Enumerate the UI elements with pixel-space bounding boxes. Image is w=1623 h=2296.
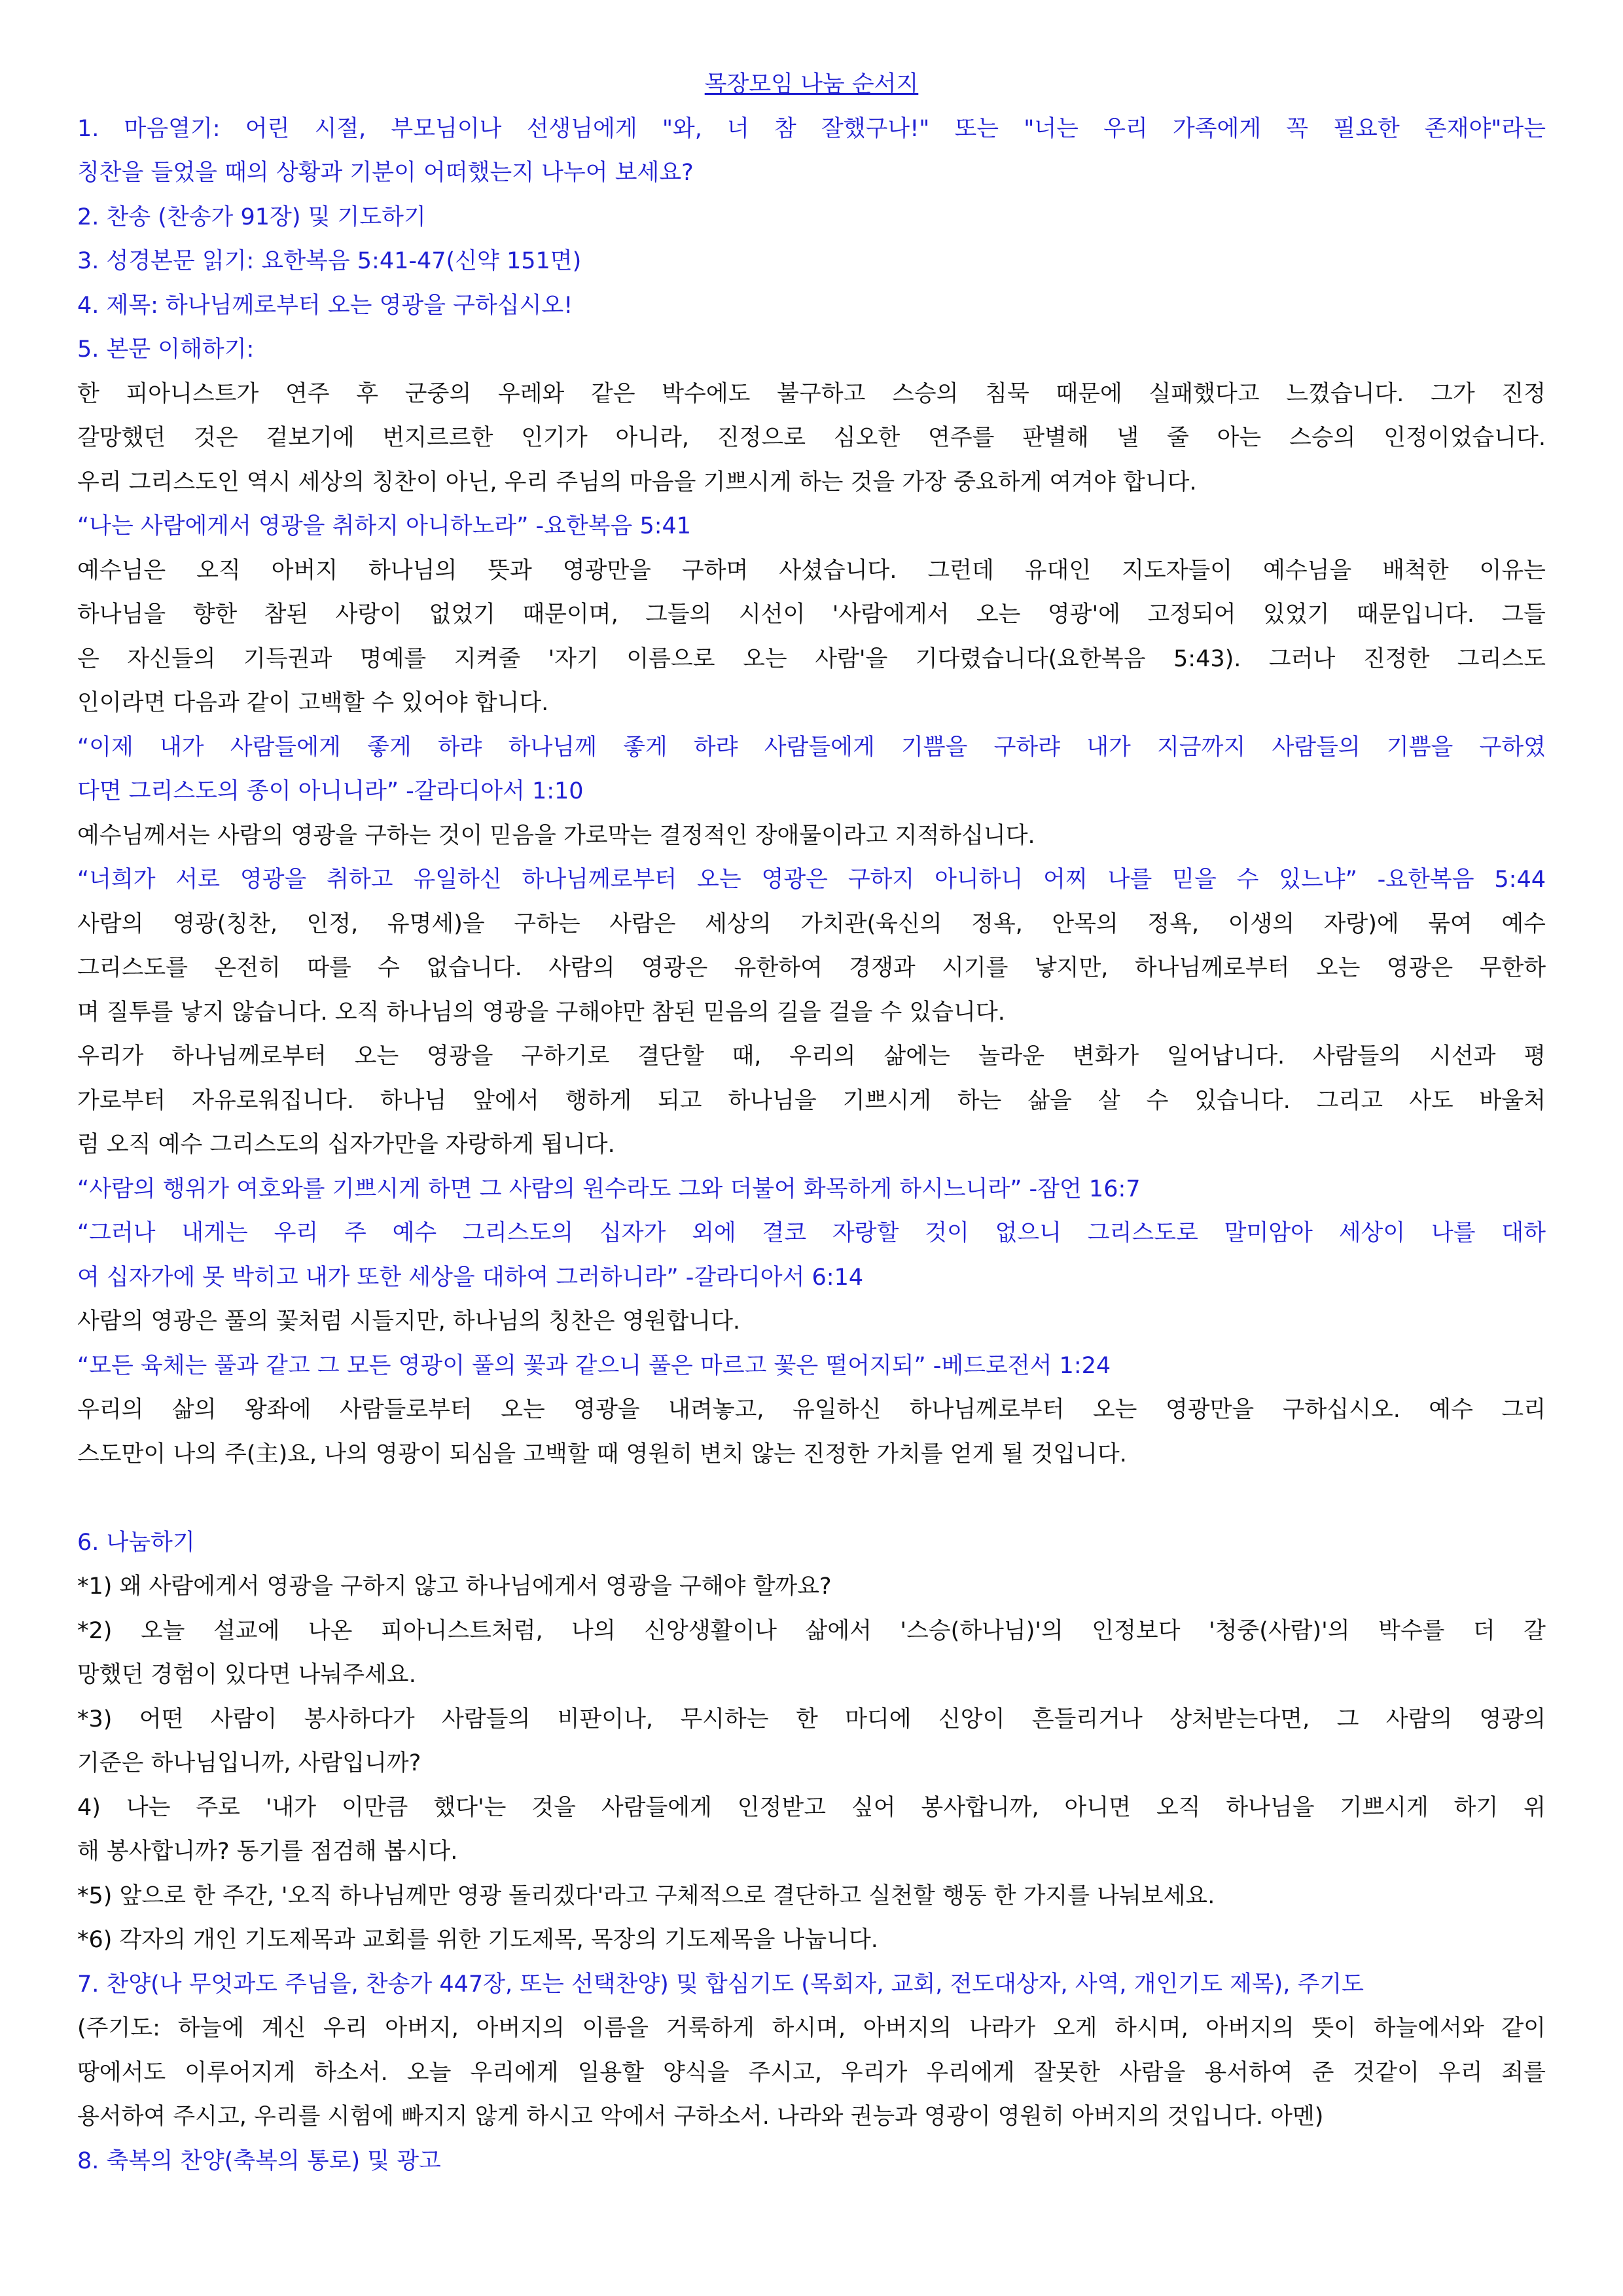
text-line: “나는 사람에게서 영광을 취하지 아니하노라” -요한복음 5:41 xyxy=(77,513,692,539)
text-line: “이제 내가 사람들에게 좋게 하랴 하나님께 좋게 하랴 사람들에게 기쁨을 구하랴 내가 지금까지 사람들의 기쁨을 구하였 xyxy=(77,734,1546,761)
text-line: “사람의 행위가 여호와를 기쁘시게 하면 그 사람의 원수라도 그와 더불어 화목하게 하시느니라” -잠언 16:7 xyxy=(77,1175,1141,1202)
text-line: (주기도: 하늘에 계신 우리 아버지, 아버지의 이름을 거룩하게 하시며, 아버지의 나라가 오게 하시며, 아버지의 뜻이 하늘에서와 같이 xyxy=(77,2015,1546,2041)
text-line: 사람의 영광은 풀의 꽃처럼 시들지만, 하나님의 칭찬은 영원합니다. xyxy=(77,1308,741,1335)
text-line: 럼 오직 예수 그리스도의 십자가만을 자랑하게 됩니다. xyxy=(77,1132,615,1158)
text-line: 4. 제목: 하나님께로부터 오는 영광을 구하십시오! xyxy=(77,292,573,319)
text-line: 갈망했던 것은 겉보기에 번지르르한 인기가 아니라, 진정으로 심오한 연주를 판별해 낼 줄 아는 스승의 인정이었습니다. xyxy=(77,425,1546,451)
text-line: 5. 본문 이해하기: xyxy=(77,336,255,363)
text-line: 하나님을 향한 참된 사랑이 없었기 때문이며, 그들의 시선이 '사람에게서 오는 영광'에 고정되어 있었기 때문입니다. 그들 xyxy=(77,601,1546,628)
text-line: 3. 성경본문 읽기: 요한복음 5:41-47(신약 151면) xyxy=(77,248,582,274)
blank-line xyxy=(77,1477,1546,1521)
text-line: 우리의 삶의 왕좌에 사람들로부터 오는 영광을 내려놓고, 유일하신 하나님께로부터 오는 영광만을 구하십시오. 예수 그리 xyxy=(77,1397,1546,1423)
order-sheet-page xyxy=(77,63,1546,2183)
text-line: 칭찬을 들었을 때의 상황과 기분이 어떠했는지 나누어 보세요? xyxy=(77,160,694,186)
text-line: 우리가 하나님께로부터 오는 영광을 구하기로 결단할 때, 우리의 삶에는 놀라운 변화가 일어납니다. 사람들의 시선과 평 xyxy=(77,1043,1546,1069)
page-title: 목장모임 나눔 순서지 xyxy=(704,71,919,98)
text-line: 가로부터 자유로워집니다. 하나님 앞에서 행하게 되고 하나님을 기쁘시게 하는 삶을 살 수 있습니다. 그리고 사도 바울처 xyxy=(77,1087,1546,1114)
text-line: 1. 마음열기: 어린 시절, 부모님이나 선생님에게 "와, 너 참 잘했구나!" 또는 "너는 우리 가족에게 꼭 필요한 존재야"라는 xyxy=(77,115,1546,142)
text-line: 여 십자가에 못 박히고 내가 또한 세상을 대하여 그러하니라” -갈라디아서 6:14 xyxy=(77,1264,864,1291)
text-line: 해 봉사합니까? 동기를 점검해 봅시다. xyxy=(77,1839,458,1865)
text-line: 인이라면 다음과 같이 고백할 수 있어야 합니다. xyxy=(77,690,549,716)
text-line: 사람의 영광(칭찬, 인정, 유명세)을 구하는 사람은 세상의 가치관(육신의 정욕, 안목의 정욕, 이생의 자랑)에 묶여 예수 xyxy=(77,910,1546,937)
text-line: 용서하여 주시고, 우리를 시험에 빠지지 않게 하시고 악에서 구하소서. 나라와 권능과 영광이 영원히 아버지의 것입니다. 아멘) xyxy=(77,2104,1324,2130)
text-line: 그리스도를 온전히 따를 수 없습니다. 사람의 영광은 유한하여 경쟁과 시기를 낳지만, 하나님께로부터 오는 영광은 무한하 xyxy=(77,955,1546,981)
text-line: “너희가 서로 영광을 취하고 유일하신 하나님께로부터 오는 영광은 구하지 아니하니 어찌 나를 믿을 수 있느냐” -요한복음 5:44 xyxy=(77,867,1546,893)
text-line: 은 자신들의 기득권과 명예를 지켜줄 '자기 이름으로 오는 사람'을 기다렸습니다(요한복음 5:43). 그러나 진정한 그리스도 xyxy=(77,645,1546,672)
text-line: “모든 육체는 풀과 같고 그 모든 영광이 풀의 꽃과 같으니 풀은 마르고 꽃은 떨어지되” -베드로전서 1:24 xyxy=(77,1352,1111,1379)
text-line: 스도만이 나의 주(主)요, 나의 영광이 되심을 고백할 때 영원히 변치 않는 진정한 가치를 얻게 될 것입니다. xyxy=(77,1441,1127,1467)
content-lines xyxy=(77,107,1546,2184)
text-line: 8. 축복의 찬양(축복의 통로) 및 광고 xyxy=(77,2147,441,2174)
text-line: *1) 왜 사람에게서 영광을 구하지 않고 하나님에게서 영광을 구해야 할까요? xyxy=(77,1573,832,1600)
text-line: 6. 나눔하기 xyxy=(77,1529,195,1556)
text-line: 예수님은 오직 아버지 하나님의 뜻과 영광만을 구하며 사셨습니다. 그런데 유대인 지도자들이 예수님을 배척한 이유는 xyxy=(77,557,1546,584)
text-line: 망했던 경험이 있다면 나눠주세요. xyxy=(77,1662,416,1688)
text-line: “그러나 내게는 우리 주 예수 그리스도의 십자가 외에 결코 자랑할 것이 없으니 그리스도로 말미암아 세상이 나를 대하 xyxy=(77,1220,1546,1246)
text-line: 며 질투를 낳지 않습니다. 오직 하나님의 영광을 구해야만 참된 믿음의 길을 걸을 수 있습니다. xyxy=(77,999,1005,1026)
text-line: 기준은 하나님입니까, 사람입니까? xyxy=(77,1750,421,1776)
text-line: 7. 찬양(나 무엇과도 주님을, 찬송가 447장, 또는 선택찬양) 및 합심기도 (목회자, 교회, 전도대상자, 사역, 개인기도 제목), 주기도 xyxy=(77,1971,1364,1998)
text-line: *2) 오늘 설교에 나온 피아니스트처럼, 나의 신앙생활이나 삶에서 '스승(하나님)'의 인정보다 '청중(사람)'의 박수를 더 갈 xyxy=(77,1617,1546,1644)
text-line: 우리 그리스도인 역시 세상의 칭찬이 아닌, 우리 주님의 마음을 기쁘시게 하는 것을 가장 중요하게 여겨야 합니다. xyxy=(77,469,1197,495)
text-line: *5) 앞으로 한 주간, '오직 하나님께만 영광 돌리겠다'라고 구체적으로 결단하고 실천할 행동 한 가지를 나눠보세요. xyxy=(77,1882,1215,1909)
text-line: 예수님께서는 사람의 영광을 구하는 것이 믿음을 가로막는 결정적인 장애물이라고 지적하십니다. xyxy=(77,822,1035,849)
text-line: 4) 나는 주로 '내가 이만큼 했다'는 것을 사람들에게 인정받고 싶어 봉사합니까, 아니면 오직 하나님을 기쁘시게 하기 위 xyxy=(77,1794,1546,1821)
text-line: 2. 찬송 (찬송가 91장) 및 기도하기 xyxy=(77,204,426,230)
text-line: 한 피아니스트가 연주 후 군중의 우레와 같은 박수에도 불구하고 스승의 침묵 때문에 실패했다고 느꼈습니다. 그가 진정 xyxy=(77,380,1546,407)
text-line: 땅에서도 이루어지게 하소서. 오늘 우리에게 일용할 양식을 주시고, 우리가 우리에게 잘못한 사람을 용서하여 준 것같이 우리 죄를 xyxy=(77,2059,1546,2086)
text-line: *6) 각자의 개인 기도제목과 교회를 위한 기도제목, 목장의 기도제목을 나눕니다. xyxy=(77,1927,878,1953)
text-line: 다면 그리스도의 종이 아니니라” -갈라디아서 1:10 xyxy=(77,778,584,804)
text-line: *3) 어떤 사람이 봉사하다가 사람들의 비판이나, 무시하는 한 마디에 신앙이 흔들리거나 상처받는다면, 그 사람의 영광의 xyxy=(77,1706,1546,1732)
